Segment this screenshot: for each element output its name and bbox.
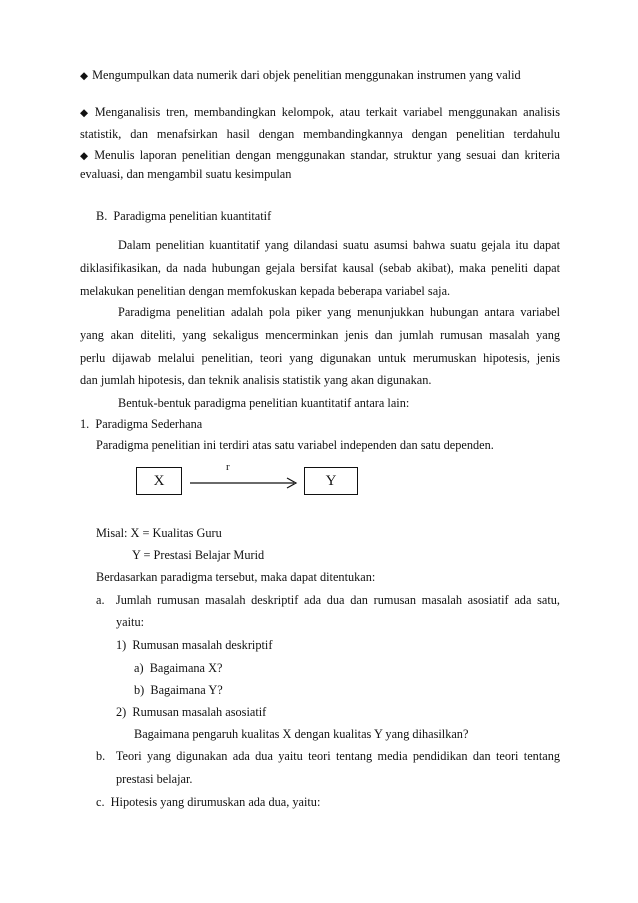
paragraph-1-line-2: diklasifikasikan, da nada hubungan gejala bersifat kausal (sebab akibat), maka peneliti dapat bbox=[80, 261, 560, 275]
variable-x-box: X bbox=[136, 467, 182, 495]
arrow-icon bbox=[190, 475, 302, 491]
list-a-sub-2-question: Bagaimana pengaruh kualitas X dengan kualitas Y yang dihasilkan? bbox=[134, 727, 469, 741]
arrow-label: r bbox=[226, 461, 230, 473]
list-a-sub-1: 1) Rumusan masalah deskriptif bbox=[116, 638, 273, 652]
diamond-bullet-icon: ◆ bbox=[80, 107, 91, 119]
diamond-bullet-icon: ◆ bbox=[80, 150, 91, 162]
bullet-item-1: ◆ Mengumpulkan data numerik dari objek penelitian menggunakan instrumen yang valid bbox=[80, 68, 521, 82]
paragraph-2-line-2: yang akan diteliti, yang sekaligus mencerminkan jenis dan jumlah rumusan masalah yang bbox=[80, 328, 560, 342]
item-1-description: Paradigma penelitian ini terdiri atas satu variabel independen dan satu dependen. bbox=[96, 438, 494, 452]
list-a-line-1: a. Jumlah rumusan masalah deskriptif ada dua dan rumusan masalah asosiatif ada satu, bbox=[96, 593, 560, 607]
example-intro: Berdasarkan paradigma tersebut, maka dapat ditentukan: bbox=[96, 570, 376, 584]
bullet-item-2-line-2: statistik, dan menafsirkan hasil dengan membandingkannya dengan penelitian terdahulu bbox=[80, 127, 560, 141]
variable-y-box: Y bbox=[304, 467, 358, 495]
item-1-title: 1. Paradigma Sederhana bbox=[80, 417, 203, 431]
list-c-line-1: c. Hipotesis yang dirumuskan ada dua, yaitu: bbox=[96, 795, 321, 809]
paragraph-2-line-1: Paradigma penelitian adalah pola piker yang menunjukkan hubungan antara variabel bbox=[118, 305, 560, 319]
section-heading: B. Paradigma penelitian kuantitatif bbox=[96, 209, 272, 223]
paragraph-1-line-1: Dalam penelitian kuantitatif yang dilandasi suatu asumsi bahwa suatu gejala itu dapat bbox=[118, 238, 560, 252]
bullet-item-2-line-1: ◆ Menganalisis tren, membandingkan kelompok, atau terkait variabel menggunakan analisis bbox=[80, 105, 560, 119]
list-b-line-1: b. Teori yang digunakan ada dua yaitu teori tentang media pendidikan dan teori tentang bbox=[96, 749, 560, 763]
list-a-sub-1b: b) Bagaimana Y? bbox=[134, 683, 223, 697]
example-x: Misal: X = Kualitas Guru bbox=[96, 526, 222, 540]
bullet-item-3-line-1: ◆ Menulis laporan penelitian dengan menggunakan standar, struktur yang sesuai dan kriteria bbox=[80, 148, 561, 162]
list-a-sub-2: 2) Rumusan masalah asosiatif bbox=[116, 705, 267, 719]
list-b-line-2: prestasi belajar. bbox=[116, 772, 193, 786]
bullet-item-3-line-2: evaluasi, dan mengambil suatu kesimpulan bbox=[80, 167, 292, 181]
example-y: Y = Prestasi Belajar Murid bbox=[132, 548, 265, 562]
paragraph-2-line-4: dan jumlah hipotesis, dan teknik analisis statistik yang akan digunakan. bbox=[80, 373, 432, 387]
list-a-line-2: yaitu: bbox=[116, 615, 145, 629]
paragraph-2-line-3: perlu dijawab melalui penelitian, teori yang digunakan untuk merumuskan hipotesis, jenis bbox=[80, 351, 560, 365]
paragraph-1-line-3: melakukan penelitian dengan memfokuskan kepada beberapa variabel saja. bbox=[80, 284, 451, 298]
list-a-sub-1a: a) Bagaimana X? bbox=[134, 661, 223, 675]
paragraph-3: Bentuk-bentuk paradigma penelitian kuantitatif antara lain: bbox=[118, 396, 410, 410]
diamond-bullet-icon: ◆ bbox=[80, 70, 89, 82]
